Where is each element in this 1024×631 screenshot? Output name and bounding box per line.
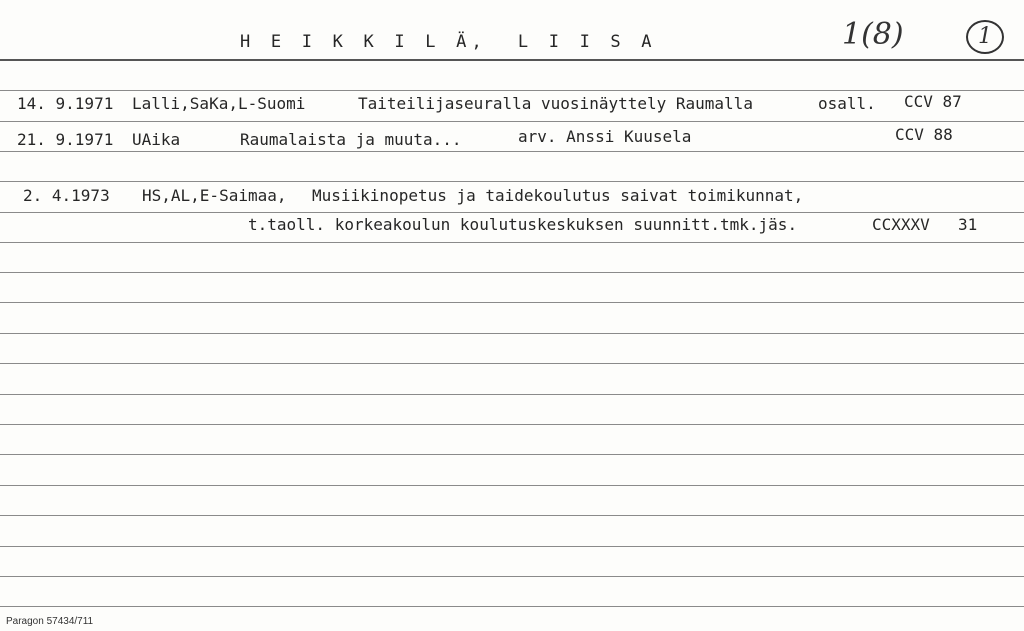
ruled-line xyxy=(0,424,1024,425)
ruled-line xyxy=(0,454,1024,455)
entry-text: Musiikinopetus ja taidekoulutus saivat toimikunnat, xyxy=(312,186,804,205)
ruled-line xyxy=(0,212,1024,213)
entry-text: Raumalaista ja muuta... xyxy=(240,130,462,149)
header-rule xyxy=(0,59,1024,61)
entry-date: 14. 9.1971 xyxy=(17,94,114,113)
ruled-line xyxy=(0,394,1024,395)
footer-imprint: Paragon 57434/711 xyxy=(6,616,94,627)
card-number: 1(8) xyxy=(842,17,904,52)
entry-continuation: t.taoll. korkeakoulun koulutuskeskuksen suunnitt.tmk.jäs. xyxy=(248,215,798,234)
entry-source: HS,AL,E-Saimaa, xyxy=(142,186,287,205)
entry-ref: CCV 87 xyxy=(904,92,962,111)
entry-date: 21. 9.1971 xyxy=(17,130,114,149)
ruled-line xyxy=(0,90,1024,91)
entry-note: osall. xyxy=(818,94,876,113)
entry-source: Lalli,SaKa,L-Suomi xyxy=(132,94,306,113)
ruled-line xyxy=(0,272,1024,273)
ruled-line xyxy=(0,606,1024,607)
entry-ref: CCV 88 xyxy=(895,125,953,144)
entry-text: Taiteilijaseuralla vuosinäyttely Raumalla xyxy=(358,94,753,113)
entry-ref-page: 31 xyxy=(958,215,978,234)
circled-number: 1 xyxy=(966,20,1004,54)
ruled-line xyxy=(0,151,1024,152)
ruled-line xyxy=(0,485,1024,486)
ruled-line xyxy=(0,242,1024,243)
ruled-line xyxy=(0,515,1024,516)
ruled-line xyxy=(0,576,1024,577)
entry-ref: CCXXXV xyxy=(872,215,930,234)
ruled-line xyxy=(0,181,1024,182)
ruled-line xyxy=(0,333,1024,334)
ruled-line xyxy=(0,302,1024,303)
card-title: H E I K K I L Ä, L I I S A xyxy=(240,32,657,52)
ruled-line xyxy=(0,546,1024,547)
entry-source: UAika xyxy=(132,130,181,149)
entry-note: arv. Anssi Kuusela xyxy=(518,127,692,146)
ruled-line xyxy=(0,363,1024,364)
ruled-line xyxy=(0,121,1024,122)
entry-date: 2. 4.1973 xyxy=(23,186,110,205)
